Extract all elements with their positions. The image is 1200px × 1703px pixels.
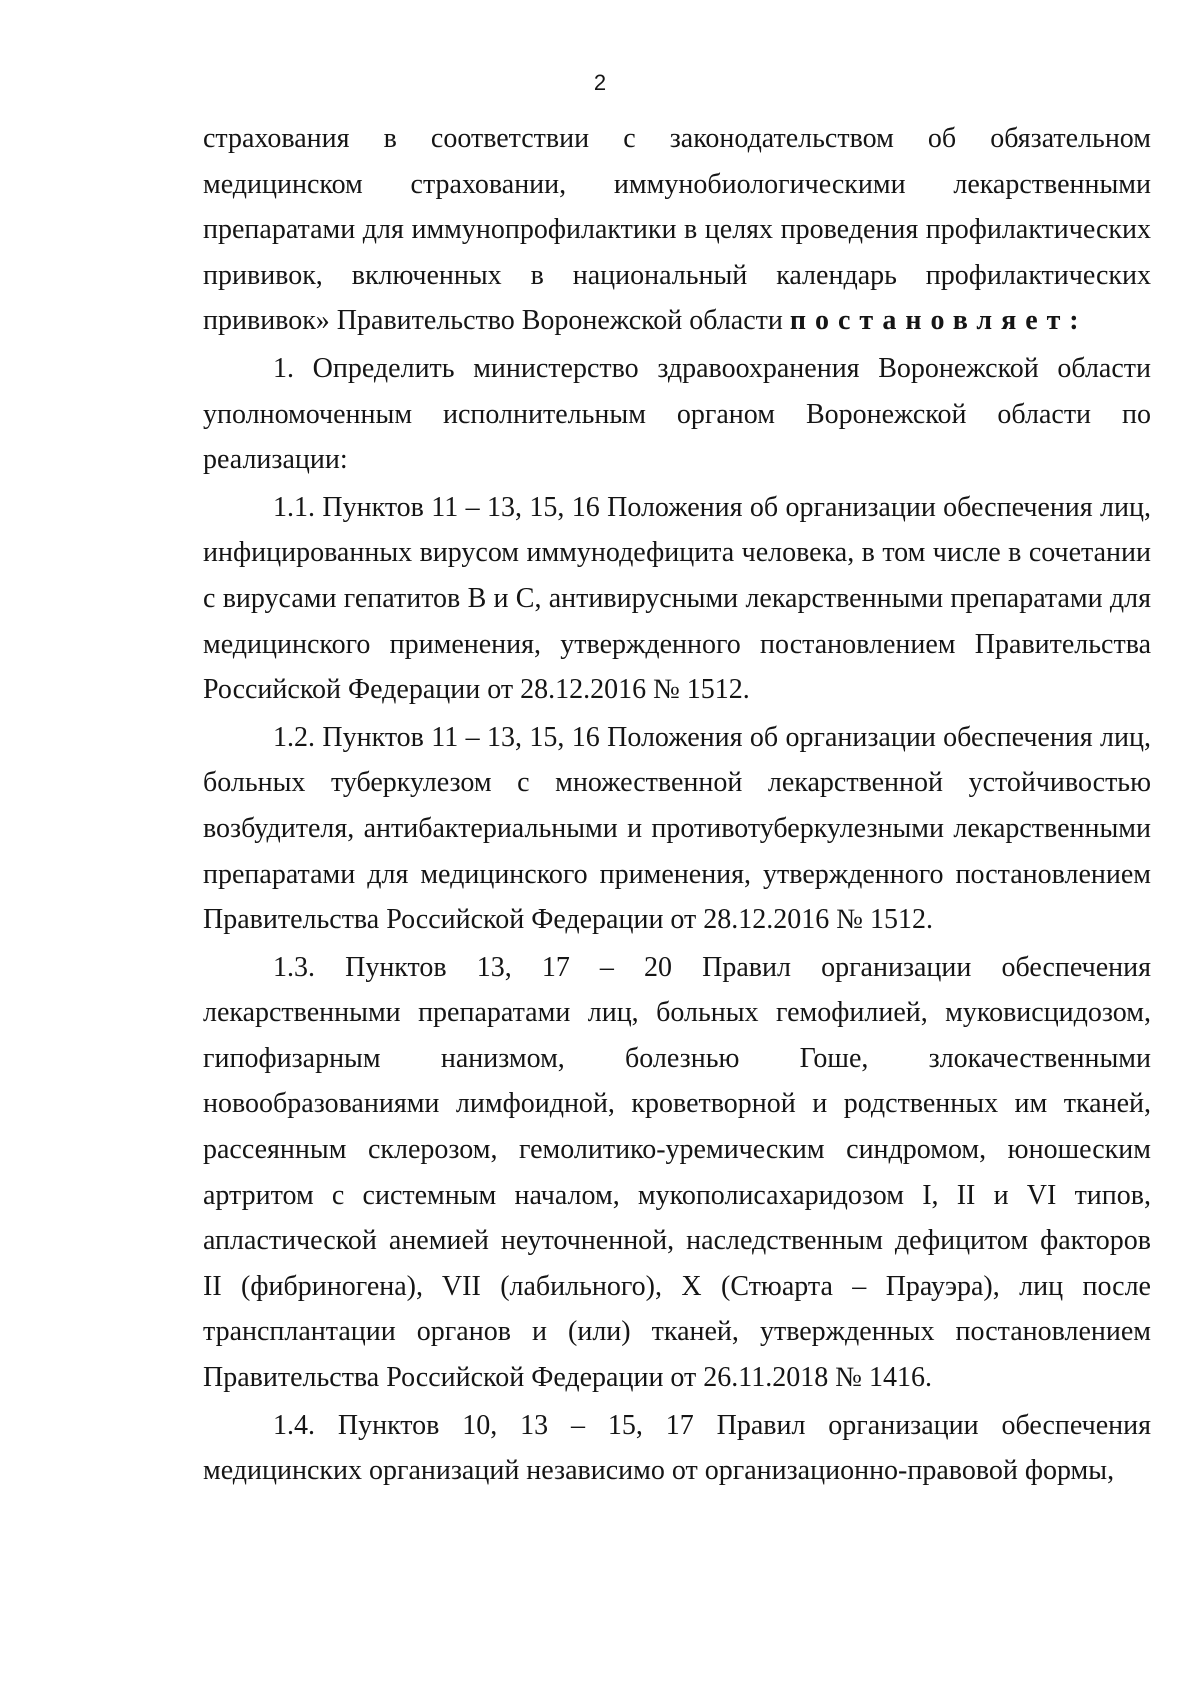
paragraph-1-2: 1.2. Пунктов 11 – 13, 15, 16 Положения об организации обеспечения лиц, больных туберкулезом с множественной лекарственной устойчивостью возбудителя, антибактериальными и противотуберкулезными лекарственными препаратами для медицинского применения, утвержденного постановлением Правительства Российской Федерации от 28.12.2016 № 1512. [203, 721, 1151, 936]
page-number: 2 [593, 70, 607, 95]
paragraph-1-1: 1.1. Пунктов 11 – 13, 15, 16 Положения об организации обеспечения лиц, инфицированных вирусом иммунодефицита человека, в том числе в сочетании с вирусами гепатитов B и C, антивирусными лекарственными препаратами для медицинского применения, утвержденного постановлением Правительства Российской Федерации от 28.12.2016 № 1512. [203, 491, 1151, 706]
opening-paragraph [203, 116, 1151, 344]
document-body [203, 116, 1151, 1496]
paragraph-1: 1. Определить министерство здравоохранения Воронежской области уполномоченным исполнительным органом Воронежской области по реализации: [203, 352, 1151, 476]
opening-end: : [1069, 305, 1079, 337]
decision-word: постановляет [789, 305, 1070, 337]
paragraph-1-3: 1.3. Пунктов 13, 17 – 20 Правил организации обеспечения лекарственными препаратами лиц, больных гемофилией, муковисцидозом, гипофизарным нанизмом, болезнью Гоше, злокачественными новообразованиями лимфоидной, кроветворной и родственных им тканей, рассеянным склерозом, гемолитико-уремическим синдромом, юношеским артритом с системным началом, мукополисахаридозом I, II и VI типов, апластической анемией неуточненной, наследственным дефицитом факторов II (фибриногена), VII (лабильного), X (Стюарта – Прауэра), лиц после трансплантации органов и (или) тканей, утвержденных постановлением Правительства Российской Федерации от 26.11.2018 № 1416. [203, 951, 1151, 1394]
opening-text: страхования в соответствии с законодательством об обязательном медицинском страховании, иммунобиологическими лекарственными препаратами для иммунопрофилактики в целях проведения профилактических прививок, включенных в национальный календарь профилактических прививок» Правительство Воронежской области [203, 123, 1151, 337]
paragraph-1-4: 1.4. Пунктов 10, 13 – 15, 17 Правил организации обеспечения медицинских организаций независимо от организационно-правовой формы, [203, 1409, 1151, 1487]
